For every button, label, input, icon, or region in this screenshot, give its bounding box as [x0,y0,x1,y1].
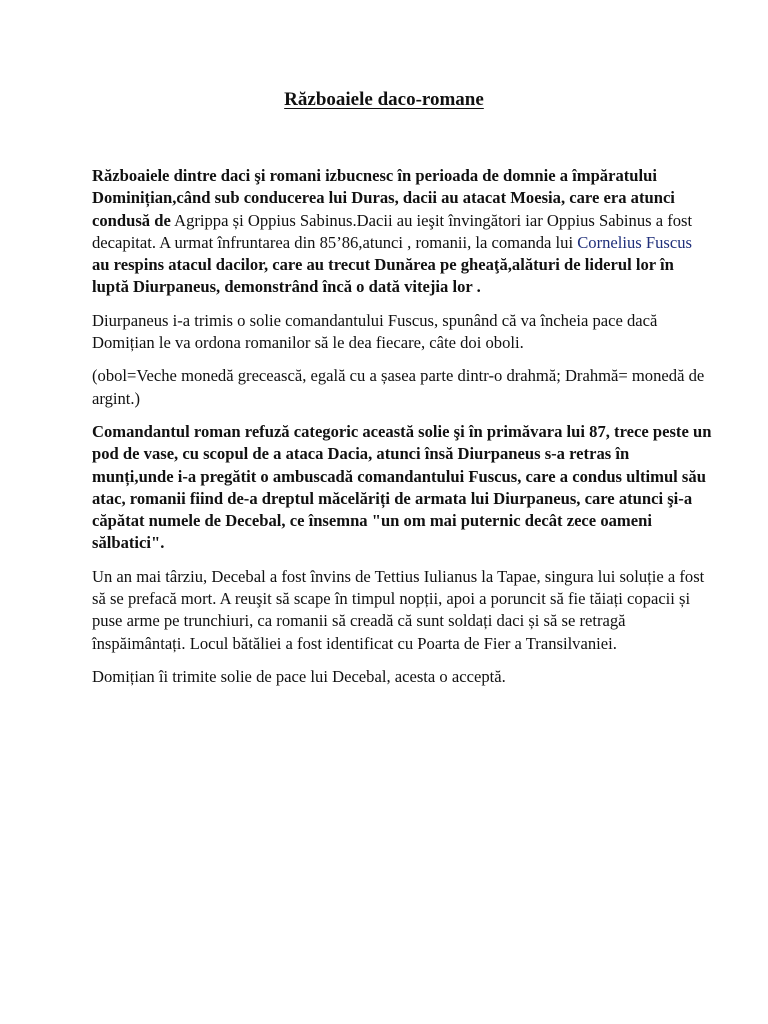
paragraph-tapae: Un an mai târziu, Decebal a fost învins de Tettius Iulianus la Tapae, singura lui soluție a fost să se prefacă mort. A reuşit să scape în timpul nopții, apoi a poruncit să fie tăiați copacii și puse arme pe trunchiuri, ca romanii să creadă că sunt soldați daci și să se retragă înspăimântați. Locul bătăliei a fost identificat cu Poarta de Fier a Transilvaniei. [92,566,705,653]
paragraph-intro [92,165,712,299]
paragraph-intro-text-3: au respins atacul dacilor, care au trecut Dunărea pe gheaţă,alături de liderul lor în luptă Diurpaneus, demonstrând încă o dată vitejia lor . [92,255,674,297]
paragraph-solie: Diurpaneus i-a trimis o solie comandantului Fuscus, spunând că va încheia pace dacă Domițian le va ordona romanilor să le dea fiecare, câte doi oboli. [92,310,658,353]
document-body [92,165,712,699]
paragraph-obol-note: (obol=Veche monedă grecească, egală cu a șasea parte dintr-o drahmă; Drahmă= monedă de argint.) [92,366,705,408]
document-title: Războaiele daco-romane [284,89,484,110]
paragraph-intro-text-1: Războaiele dintre daci şi romani izbucnesc în perioada de domnie a împăratului Dominițian,când sub conducerea lui Duras, dacii au atacat Moesia, care era atunci condusă de [92,166,675,230]
paragraph-pace: Domițian îi trimite solie de pace lui Decebal, acesta o acceptă. [92,666,506,686]
paragraph-refuz: Comandantul roman refuză categoric această solie şi în primăvara lui 87, trece peste un pod de vase, cu scopul de a ataca Dacia, atunci însă Diurpaneus s-a retras în munți,unde i-a pregătit o ambuscadă comandantului Fuscus, care a condus ultimul său atac, romanii fiind de-a dreptul măcelăriți de armata lui Diurpaneus, care atunci şi-a căpătat numele de Decebal, ce însemna "un om mai puternic decât zece oameni sălbatici". [92,421,712,553]
link-cornelius-fuscus[interactable]: Cornelius Fuscus [577,232,692,252]
paragraph-intro-text-2: Agrippa și Oppius Sabinus.Dacii au ieşit învingători iar Oppius Sabinus a fost decapitat. A urmat înfruntarea din 85’86,atunci , romanii, la comanda lui [92,210,693,252]
